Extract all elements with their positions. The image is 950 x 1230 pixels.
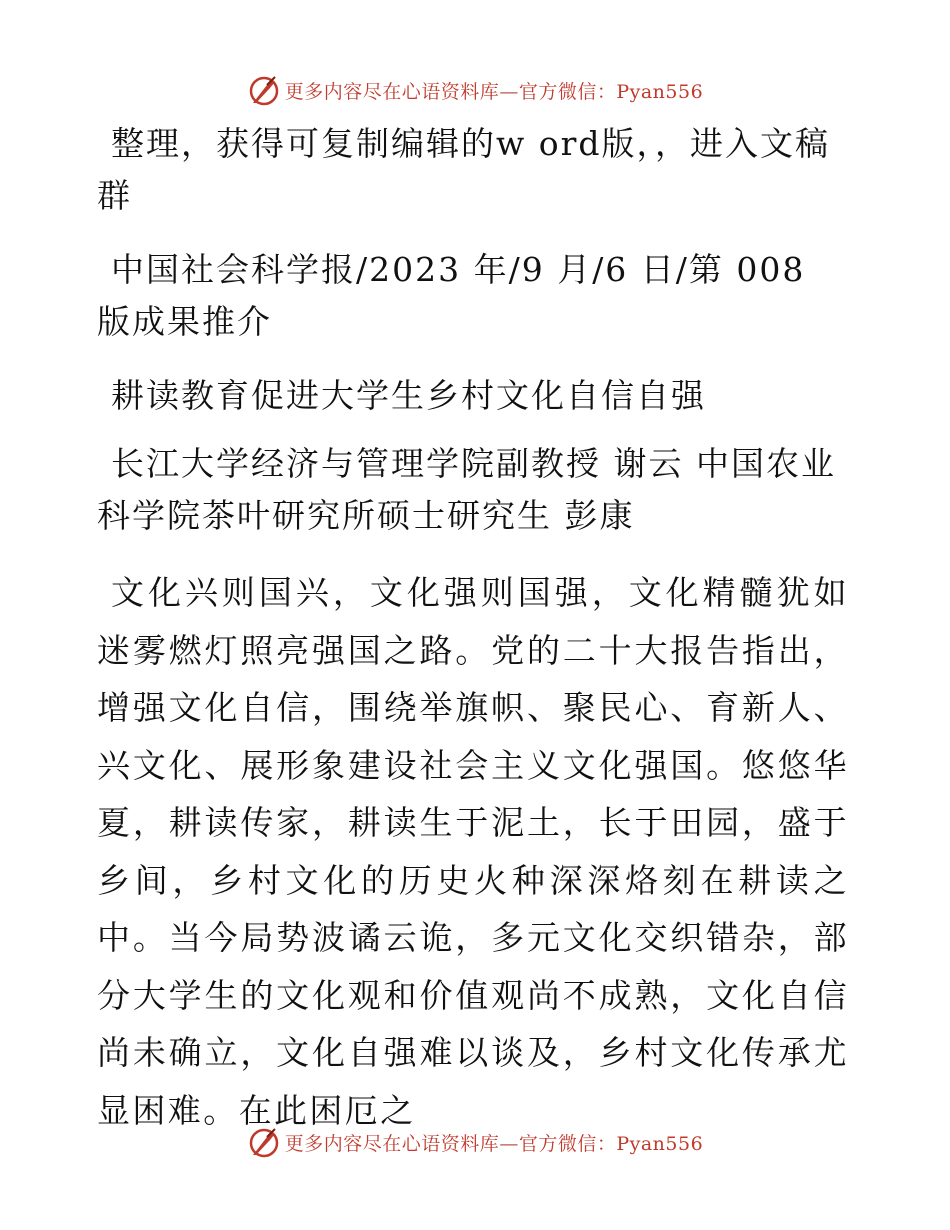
banner-wechat-id: Pyan556 [616, 1132, 704, 1155]
banner-dash: — [499, 80, 519, 103]
footer-banner [0, 1122, 950, 1162]
banner-slogan: 更多内容尽在心语资料库 [284, 1132, 500, 1155]
author-line: 长江大学经济与管理学院副教授 谢云 中国农业科学院茶叶研究所硕士研究生 彭康 [97, 444, 836, 535]
banner-slogan: 更多内容尽在心语资料库 [284, 80, 500, 103]
banner-text [285, 1129, 703, 1156]
banner-wechat-id: Pyan556 [616, 80, 704, 103]
header-banner [0, 70, 950, 110]
intro-note: 整理，获得可复制编辑的w ord版，，进入文稿群 [97, 124, 831, 215]
banner-wechat-label: 官方微信： [518, 80, 617, 103]
banner-dash: — [499, 1132, 519, 1155]
quill-pen-logo-icon [247, 1125, 281, 1159]
banner-text [285, 77, 703, 104]
quill-pen-logo-icon [247, 73, 281, 107]
banner-wechat-label: 官方微信： [518, 1132, 617, 1155]
source-line: 中国社会科学报/2023 年/9 月/6 日/第 008 版成果推介 [97, 250, 806, 341]
document-body [97, 118, 849, 1139]
article-title: 耕读教育促进大学生乡村文化自信自强 [111, 376, 706, 415]
body-paragraph: 文化兴则国兴，文化强则国强，文化精髓犹如迷雾燃灯照亮强国之路。党的二十大报告指出，增强文化自信，围绕举旗帜、聚民心、育新人、兴文化、展形象建设社会主义文化强国。悠悠华夏，耕读传家，耕读生于泥土，长于田园，盛于乡间，乡村文化的历史火种深深烙刻在耕读之中。当今局势波谲云诡，多元文化交织错杂，部分大学生的文化观和价值观尚不成熟，文化自信尚未确立，文化自强难以谈及，乡村文化传承尤显困难。在此困厄之 [97, 573, 849, 1130]
